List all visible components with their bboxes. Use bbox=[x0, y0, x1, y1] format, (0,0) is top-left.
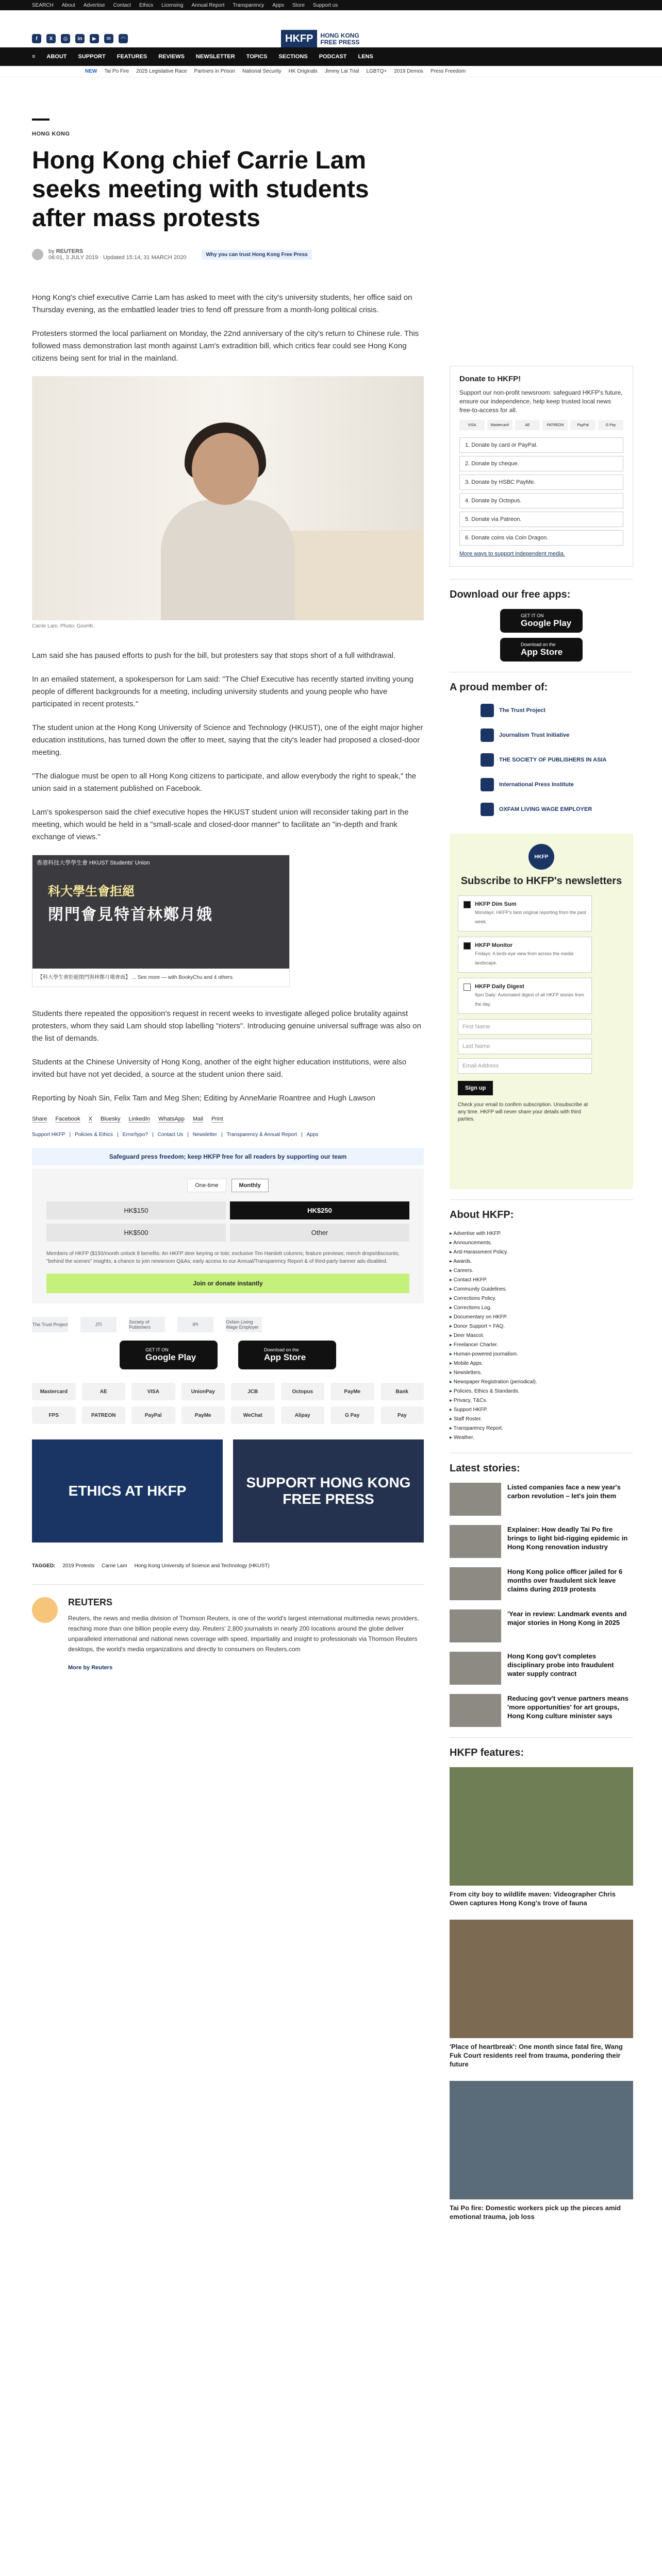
feature-image[interactable] bbox=[450, 1920, 633, 2038]
about-link[interactable]: ▸ Anti-Harassment Policy. bbox=[450, 1248, 633, 1257]
about-link[interactable]: ▸ Donor Support + FAQ. bbox=[450, 1322, 633, 1331]
email-field[interactable]: Email Address bbox=[458, 1058, 592, 1074]
top-utility-bar bbox=[0, 0, 662, 10]
about-link[interactable]: ▸ Announcements. bbox=[450, 1239, 633, 1248]
first-name-field[interactable]: First Name bbox=[458, 1019, 592, 1035]
author-avatar bbox=[32, 249, 43, 260]
author-box bbox=[32, 1584, 424, 1672]
about-title: About HKFP: bbox=[450, 1199, 633, 1221]
safeguard-banner[interactable]: Safeguard press freedom; keep HKFP free for all readers by supporting our team bbox=[32, 1148, 424, 1165]
amount-options bbox=[46, 1201, 409, 1242]
link[interactable]: Error/typo? bbox=[122, 1132, 148, 1138]
author-link[interactable]: REUTERS bbox=[56, 248, 84, 255]
paragraph: Students at the Chinese University of Hong Kong, another of the eight higher education institutions, were also invited but have not yet decided, a source at the student union there said. bbox=[32, 1058, 407, 1079]
tag[interactable]: Carrie Lam bbox=[102, 1563, 127, 1569]
fb-text: 【科大學生會拒絕閉門與林鄭月娥會面】 ... See more — with BookyChu and 4 others. bbox=[38, 975, 234, 980]
paragraph: The student union at the Hong Kong University of Science and Technology (HKUST), one of the eight major higher education institutions, has turned down the offer to meet, saying that the city's leader had proposed a closed-door meeting. bbox=[32, 723, 423, 757]
link[interactable]: Apps bbox=[306, 1132, 319, 1138]
newsletter-option[interactable]: HKFP Daily Digest 9pm Daily: Automated digest of all HKFP stories from the day. bbox=[458, 978, 592, 1014]
payment-icons bbox=[459, 420, 623, 430]
donate-text: Support our non-profit newsroom: safeguard HKFP's future, ensure our independence, help keep trusted local news free-to-access for all. bbox=[459, 389, 623, 414]
nav-item[interactable]: ABOUT bbox=[46, 54, 67, 60]
about-link[interactable]: ▸ Mobile Apps. bbox=[450, 1359, 633, 1368]
share-mail[interactable]: Mail bbox=[192, 1116, 204, 1122]
donate-option[interactable]: 6. Donate coins via Coin Dragon. bbox=[459, 530, 623, 546]
paypal-icon[interactable]: PayPal bbox=[131, 1406, 175, 1424]
paragraph: Lam said she has paused efforts to push for the bill, but protesters say that stops short of a full withdrawal. bbox=[32, 651, 396, 660]
tab-monthly[interactable]: Monthly bbox=[231, 1179, 269, 1192]
about-link[interactable]: ▸ Privacy, T&Cs. bbox=[450, 1396, 633, 1405]
tab-one-time[interactable]: One-time bbox=[187, 1179, 226, 1192]
more-ways-link[interactable]: More ways to support independent media. bbox=[459, 551, 565, 557]
photo-caption: Carrie Lam. Photo: GovHK. bbox=[32, 623, 95, 629]
paragraph: Protesters stormed the local parliament on Monday, the 22nd anniversary of the city's return to Chinese rule. This followed mass demonstration last month against Lam's extradition bill, which critics fear could see Hong Kong citizens being sent for trial in the mainland. bbox=[32, 329, 419, 363]
payme-icon[interactable]: PayMe bbox=[330, 1383, 374, 1400]
new-label: NEW bbox=[85, 69, 97, 74]
donate-option[interactable]: 5. Donate via Patreon. bbox=[459, 512, 623, 527]
last-name-field[interactable]: Last Name bbox=[458, 1039, 592, 1054]
topbar-item[interactable]: Advertise bbox=[83, 2, 105, 8]
paragraph: Lam's spokesperson said the chief executive hopes the HKUST student union will reconsider taking part in the meeting, which would be held in a "small-scale and closed-door manner" to facilitate an "in-depth and frank exchange of views." bbox=[32, 808, 409, 841]
facebook-icon[interactable]: f bbox=[32, 34, 41, 43]
sidebar bbox=[450, 366, 633, 2233]
updated-date: Updated 15:14, 31 MARCH 2020 bbox=[103, 255, 187, 261]
bank-icon[interactable]: Bank bbox=[380, 1383, 424, 1400]
about-link[interactable]: ▸ Weather. bbox=[450, 1433, 633, 1443]
about-link[interactable]: ▸ Policies, Ethics & Standards. bbox=[450, 1387, 633, 1396]
amount-option[interactable]: Other bbox=[230, 1224, 409, 1242]
article-category[interactable]: HONG KONG bbox=[32, 131, 70, 137]
donate-option[interactable]: 3. Donate by HSBC PayMe. bbox=[459, 474, 623, 490]
topbar-item[interactable]: Support us bbox=[312, 2, 338, 8]
applepay-icon[interactable]: Pay bbox=[380, 1406, 424, 1424]
author-name[interactable]: REUTERS bbox=[68, 1597, 113, 1607]
donate-option[interactable]: 4. Donate by Octopus. bbox=[459, 493, 623, 509]
nav-item[interactable]: NEWSLETTER bbox=[195, 54, 235, 60]
story-thumbnail[interactable] bbox=[450, 1525, 501, 1558]
feature-image[interactable] bbox=[450, 2081, 633, 2199]
jcb-icon[interactable]: JCB bbox=[231, 1383, 275, 1400]
facebook-video[interactable] bbox=[32, 855, 289, 969]
fps-icon[interactable]: FPS bbox=[32, 1406, 76, 1424]
google-play-button[interactable]: GET IT ON Google Play bbox=[500, 609, 583, 633]
topbar-item[interactable]: Contact bbox=[113, 2, 131, 8]
latest-story[interactable]: Hong Kong gov't completes disciplinary probe into fraudulent water supply contract bbox=[450, 1652, 633, 1685]
feature-story[interactable]: 'Place of heartbreak': One month since fatal fire, Wang Fuk Court residents reel from trauma, pondering their future bbox=[450, 1920, 633, 2069]
support-promo[interactable]: SUPPORT HONG KONG FREE PRESS bbox=[233, 1439, 424, 1543]
join-button[interactable]: Join or donate instantly bbox=[46, 1274, 409, 1293]
story-thumbnail[interactable] bbox=[450, 1652, 501, 1685]
author-bio: Reuters, the news and media division of Thomson Reuters, is one of the world's largest international multimedia news providers, reaching more than one billion people every day. Reuters' 2,800 journalists in nearly 200 locations around the globe deliver unparalleled international and national news coverage with speed, impartiality and insight to professionals via Thomson Reuters desktops, the world's media organizations and directly to consumers on Reuters.com bbox=[68, 1615, 419, 1653]
link[interactable]: Contact Us bbox=[157, 1132, 184, 1138]
divider bbox=[32, 118, 49, 121]
linkedin-icon[interactable]: in bbox=[75, 34, 85, 43]
share-print[interactable]: Print bbox=[211, 1116, 223, 1122]
payment-methods bbox=[32, 1383, 424, 1424]
nav-item[interactable]: TOPICS bbox=[246, 54, 268, 60]
proud-member-title: A proud member of: bbox=[450, 672, 633, 693]
feature-image[interactable] bbox=[450, 1767, 633, 1886]
paragraph: Hong Kong's chief executive Carrie Lam has asked to meet with the city's university students, her office said on Thursday evening, as the embattled leader tries to fend off pressure from a month-long political crisis. bbox=[32, 293, 412, 314]
about-link[interactable]: ▸ Advertise with HKFP. bbox=[450, 1229, 633, 1239]
about-link[interactable]: ▸ Newsletters. bbox=[450, 1368, 633, 1378]
newsletter-signup bbox=[450, 834, 633, 1189]
octopus-icon[interactable]: Octopus bbox=[281, 1383, 325, 1400]
topbar-item[interactable]: Licensing bbox=[161, 2, 184, 8]
trending-item[interactable]: Press Freedom bbox=[430, 69, 466, 74]
partner-logo[interactable]: IPI bbox=[177, 1317, 213, 1332]
payment-icon: PayPal bbox=[570, 420, 595, 430]
about-link[interactable]: ▸ Awards. bbox=[450, 1257, 633, 1266]
story-thumbnail[interactable] bbox=[450, 1567, 501, 1600]
partner-logo[interactable]: Society of Publishers bbox=[129, 1317, 165, 1332]
nav-item[interactable]: LENS bbox=[358, 54, 373, 60]
amount-option[interactable]: HK$500 bbox=[46, 1224, 226, 1242]
trending-item[interactable]: National Security bbox=[242, 69, 282, 74]
article-photo bbox=[32, 376, 424, 620]
latest-story[interactable]: Listed companies face a new year's carbon revolution – let's join them bbox=[450, 1483, 633, 1516]
nav-item[interactable]: PODCAST bbox=[319, 54, 347, 60]
byline-text: by REUTERS 06:01, 3 JULY 2019 · Updated 15:14, 31 MARCH 2020 bbox=[48, 248, 187, 261]
nav-item[interactable]: FEATURES bbox=[117, 54, 147, 60]
about-link[interactable]: ▸ Contact HKFP. bbox=[450, 1276, 633, 1285]
paragraph: In an emailed statement, a spokesperson for Lam said: "The Chief Executive has recently started inviting young people of different backgrounds for a meeting, including university students and young people who have participated in recent protests." bbox=[32, 675, 413, 708]
payment-icon: VISA bbox=[459, 420, 485, 430]
latest-title: Latest stories: bbox=[450, 1453, 633, 1475]
payment-icon: Mastercard bbox=[487, 420, 512, 430]
nav-item[interactable]: SUPPORT bbox=[78, 54, 106, 60]
payment-icon: PATREON bbox=[542, 420, 568, 430]
story-thumbnail[interactable] bbox=[450, 1694, 501, 1727]
footer-links: Support HKFP | Policies & Ethics | Error/typo? | Contact Us | Newsletter | Transparency & Annual Report | Apps bbox=[32, 1132, 319, 1138]
topbar-item[interactable]: About bbox=[61, 2, 75, 8]
about-link[interactable]: ▸ Corrections Policy. bbox=[450, 1294, 633, 1303]
x-icon[interactable]: X bbox=[46, 34, 56, 43]
topbar-item[interactable]: Transparency bbox=[233, 2, 264, 8]
gpay-icon[interactable]: G Pay bbox=[330, 1406, 374, 1424]
wechat-icon[interactable]: WeChat bbox=[231, 1406, 275, 1424]
member-logo[interactable]: International Press Institute bbox=[481, 776, 633, 793]
partner-logos bbox=[32, 1317, 424, 1332]
more-by-author-link[interactable]: More by Reuters bbox=[68, 1665, 113, 1671]
topbar-item[interactable]: Annual Report bbox=[191, 2, 225, 8]
about-link[interactable]: ▸ Support HKFP. bbox=[450, 1405, 633, 1415]
donate-card bbox=[450, 366, 633, 567]
fb-header: 香港科技大學學生會 HKUST Students' Union bbox=[37, 860, 150, 866]
nav-item[interactable]: SECTIONS bbox=[278, 54, 308, 60]
newsletter-title: Subscribe to HKFP's newsletters bbox=[460, 875, 622, 887]
about-link[interactable]: ▸ Deer Mascot. bbox=[450, 1331, 633, 1341]
app-store-button[interactable]: Download on the App Store bbox=[238, 1341, 336, 1369]
features-title: HKFP features: bbox=[450, 1737, 633, 1759]
amount-option[interactable]: HK$250 bbox=[230, 1201, 409, 1219]
tag[interactable]: 2019 Protests bbox=[62, 1563, 95, 1569]
patreon-icon[interactable]: PATREON bbox=[82, 1406, 126, 1424]
unionpay-icon[interactable]: UnionPay bbox=[181, 1383, 225, 1400]
article bbox=[32, 118, 424, 1672]
share-bar bbox=[32, 1116, 424, 1123]
app-store-button[interactable]: Download on the App Store bbox=[500, 638, 583, 662]
payme-icon[interactable]: PayMe bbox=[181, 1406, 225, 1424]
member-logo[interactable]: THE SOCIETY OF PUBLISHERS IN ASIA bbox=[481, 751, 633, 769]
checkbox[interactable] bbox=[464, 901, 471, 908]
trending-item[interactable]: 2019 Demos bbox=[394, 69, 423, 74]
members-text: Members of HKFP ($150/month unlock 8 benefits: An HKFP deer keyring or tote; exclusive Tim Hamlett columns; feature previews; merch drops/discounts; "behind the scenes" insights; a chance to join newsroom Q&As; early access to our Annual/Transparency Report & of third-party banner ads disabled. bbox=[46, 1251, 400, 1264]
instagram-icon[interactable]: ◎ bbox=[61, 34, 70, 43]
about-list bbox=[450, 1229, 633, 1443]
nav-item[interactable]: REVIEWS bbox=[158, 54, 185, 60]
by-label: by bbox=[48, 248, 55, 255]
trending-item[interactable]: LGBTQ+ bbox=[366, 69, 387, 74]
donate-option[interactable]: 2. Donate by cheque. bbox=[459, 456, 623, 471]
topbar-item[interactable]: SEARCH bbox=[32, 2, 54, 8]
byline bbox=[32, 248, 424, 261]
about-link[interactable]: ▸ Human-powered journalism. bbox=[450, 1350, 633, 1359]
latest-story[interactable]: Explainer: How deadly Tai Po fire brings to light bid-rigging epidemic in Hong Kong renovation industry bbox=[450, 1525, 633, 1558]
amex-icon[interactable]: AE bbox=[82, 1383, 126, 1400]
share-label: Share bbox=[32, 1116, 47, 1122]
tags-label: TAGGED: bbox=[32, 1563, 56, 1569]
apps-title: Download our free apps: bbox=[450, 579, 633, 601]
story-thumbnail[interactable] bbox=[450, 1483, 501, 1516]
latest-story[interactable]: Hong Kong police officer jailed for 6 months over fraudulent sick leave claims during 2019 protests bbox=[450, 1567, 633, 1600]
share-linkedin[interactable]: LinkedIn bbox=[128, 1116, 151, 1122]
payment-icon: AE bbox=[515, 420, 540, 430]
amount-option[interactable]: HK$150 bbox=[46, 1201, 226, 1219]
share-x[interactable]: X bbox=[88, 1116, 93, 1122]
topbar-item[interactable]: Store bbox=[292, 2, 305, 8]
about-link[interactable]: ▸ Staff Roster. bbox=[450, 1415, 633, 1424]
site-logo[interactable] bbox=[281, 30, 359, 48]
link[interactable]: Policies & Ethics bbox=[75, 1132, 113, 1138]
about-link[interactable]: ▸ Transparency Report. bbox=[450, 1424, 633, 1433]
fb-subtitle: 閉門會見特首林鄭月娥 bbox=[48, 906, 213, 923]
trending-nav bbox=[0, 66, 662, 77]
tag[interactable]: Hong Kong University of Science and Technology (HKUST) bbox=[134, 1563, 270, 1569]
tags bbox=[32, 1563, 424, 1569]
trending-item[interactable]: HK Originals bbox=[288, 69, 318, 74]
logo-text: HONG KONG FREE PRESS bbox=[320, 31, 360, 46]
about-link[interactable]: ▸ Community Guidelines. bbox=[450, 1285, 633, 1294]
newsletter-option[interactable]: HKFP Dim Sum Mondays: HKFP's best original reporting from the past week. bbox=[458, 895, 592, 931]
paragraph: Students there repeated the opposition's request in recent weeks to investigate alleged police brutality against protesters, whom they said Lam should stop labelling "rioters". Introducing genuine universal suffrage was also on the list of demands. bbox=[32, 1009, 421, 1043]
social-icons bbox=[32, 34, 128, 43]
share-facebook[interactable]: Facebook bbox=[55, 1116, 80, 1122]
share-whatsapp[interactable]: WhatsApp bbox=[158, 1116, 185, 1122]
feature-story[interactable]: From city boy to wildlife maven: Videographer Chris Owen captures Hong Kong's trove of fauna bbox=[450, 1767, 633, 1907]
about-link[interactable]: ▸ Documentary on HKFP. bbox=[450, 1313, 633, 1322]
mail-icon[interactable]: ✉ bbox=[104, 34, 113, 43]
promo-banners bbox=[32, 1439, 424, 1543]
ethics-promo[interactable]: ETHICS AT HKFP bbox=[32, 1439, 223, 1543]
feature-story[interactable]: Tai Po fire: Domestic workers pick up the pieces amid emotional trauma, job loss bbox=[450, 2081, 633, 2221]
member-logo[interactable]: Journalism Trust Initiative bbox=[481, 726, 633, 744]
newsletter-logo: HKFP bbox=[528, 844, 554, 870]
partner-logo[interactable]: JTI bbox=[80, 1317, 117, 1332]
story-thumbnail[interactable] bbox=[450, 1609, 501, 1642]
latest-story[interactable]: 'Year in review: Landmark events and major stories in Hong Kong in 2025 bbox=[450, 1609, 633, 1642]
main-nav bbox=[0, 47, 662, 66]
menu-icon[interactable]: ≡ bbox=[32, 54, 36, 60]
newsletter-option[interactable]: HKFP Monitor Fridays: A birds-eye view from across the media landscape. bbox=[458, 937, 592, 973]
signup-button[interactable]: Sign up bbox=[458, 1081, 493, 1095]
logo-mark: HKFP bbox=[281, 30, 317, 48]
donate-option[interactable]: 1. Donate by card or PayPal. bbox=[459, 437, 623, 453]
trending-item[interactable]: Partners in Prison bbox=[194, 69, 236, 74]
newsletter-note: Check your email to confirm subscription. Unsubscribe at any time. HKFP will never share your details with third parties. bbox=[458, 1102, 588, 1122]
checkbox[interactable] bbox=[464, 942, 471, 950]
partner-logo[interactable]: Oxfam Living Wage Employer bbox=[226, 1317, 262, 1332]
google-play-button[interactable]: GET IT ON Google Play bbox=[120, 1341, 218, 1369]
mastercard-icon[interactable]: Mastercard bbox=[32, 1383, 76, 1400]
visa-icon[interactable]: VISA bbox=[131, 1383, 175, 1400]
app-badges bbox=[32, 1341, 424, 1369]
about-link[interactable]: ▸ Corrections Log. bbox=[450, 1303, 633, 1313]
about-link[interactable]: ▸ Newspaper Registration (periodical). bbox=[450, 1378, 633, 1387]
facebook-embed[interactable] bbox=[32, 855, 290, 987]
article-title: Hong Kong chief Carrie Lam seeks meeting with students after mass protests bbox=[32, 147, 369, 232]
trending-item[interactable]: Jimmy Lai Trial bbox=[324, 69, 359, 74]
share-bluesky[interactable]: Bluesky bbox=[101, 1116, 121, 1122]
paragraph: Reporting by Noah Sin, Felix Tam and Meg Shen; Editing by AnneMarie Roantree and Hugh Lawson bbox=[32, 1094, 375, 1103]
member-logo[interactable]: The Trust Project bbox=[481, 702, 633, 719]
checkbox[interactable] bbox=[464, 984, 471, 991]
donate-widget bbox=[32, 1168, 424, 1303]
topbar-item[interactable]: Ethics bbox=[139, 2, 154, 8]
member-logo[interactable]: OXFAM LIVING WAGE EMPLOYER bbox=[481, 801, 633, 818]
publish-date: 06:01, 3 JULY 2019 bbox=[48, 255, 98, 261]
link[interactable]: Support HKFP bbox=[32, 1132, 65, 1138]
trending-item[interactable]: 2025 Legislative Race bbox=[136, 69, 187, 74]
link[interactable]: Newsletter bbox=[192, 1132, 218, 1138]
link[interactable]: Transparency & Annual Report bbox=[226, 1132, 297, 1138]
fb-title: 科大學生會拒絕 bbox=[48, 885, 135, 899]
rss-icon[interactable]: ◠ bbox=[119, 34, 128, 43]
payment-icon: G Pay bbox=[598, 420, 623, 430]
trending-item[interactable]: Tai Po Fire bbox=[104, 69, 129, 74]
frequency-tabs bbox=[46, 1179, 409, 1192]
donate-title: Donate to HKFP! bbox=[459, 375, 521, 383]
latest-story[interactable]: Reducing gov't venue partners means 'more opportunities' for art groups, Hong Kong culture minister says bbox=[450, 1694, 633, 1727]
topbar-item[interactable]: Apps bbox=[272, 2, 284, 8]
sidebar-app-badges bbox=[450, 609, 633, 662]
partner-logo[interactable]: The Trust Project bbox=[32, 1317, 68, 1332]
trust-link[interactable]: Why you can trust Hong Kong Free Press bbox=[202, 250, 311, 260]
alipay-icon[interactable]: Alipay bbox=[281, 1406, 325, 1424]
about-link[interactable]: ▸ Freelancer Charter. bbox=[450, 1341, 633, 1350]
author-avatar bbox=[32, 1597, 58, 1623]
paragraph: "The dialogue must be open to all Hong Kong citizens to participate, and allow everybody the right to speak," the union said in a statement published on Facebook. bbox=[32, 772, 417, 793]
youtube-icon[interactable]: ▶ bbox=[90, 34, 99, 43]
about-link[interactable]: ▸ Careers. bbox=[450, 1266, 633, 1276]
